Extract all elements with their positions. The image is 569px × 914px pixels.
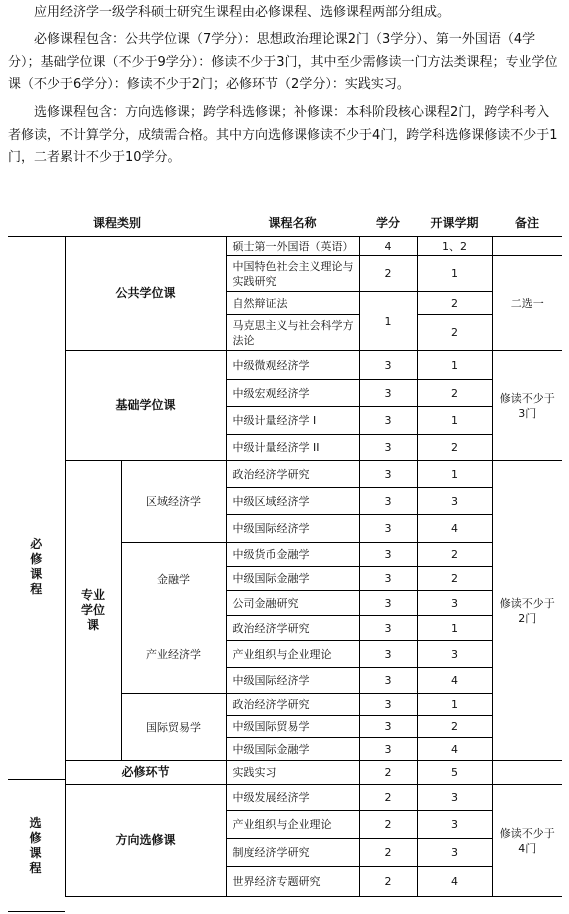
course-semester: 5 — [417, 761, 492, 785]
course-credit: 3 — [359, 407, 417, 435]
header-credit: 学分 — [359, 208, 417, 237]
practice-label: 必修环节 — [65, 761, 226, 785]
course-credit: 3 — [359, 591, 417, 616]
public-courses-label: 公共学位课 — [65, 237, 226, 351]
course-credit: 3 — [359, 738, 417, 761]
table-row — [8, 761, 562, 785]
header-category: 课程类别 — [8, 208, 226, 237]
course-name: 中级国际金融学 — [226, 567, 359, 591]
course-semester: 3 — [417, 488, 492, 515]
course-semester: 2 — [417, 380, 492, 407]
international-trade-label: 国际贸易学 — [121, 694, 226, 761]
course-name: 中级国际经济学 — [226, 515, 359, 543]
course-name: 中级国际经济学 — [226, 668, 359, 694]
course-semester: 2 — [417, 435, 492, 461]
direction-electives-label: 方向选修课 — [65, 785, 226, 897]
course-credit: 3 — [359, 488, 417, 515]
professional-courses-label: 专业学位课 — [65, 461, 121, 761]
basic-courses-label: 基础学位课 — [65, 351, 226, 461]
regional-economics-label: 区域经济学 — [121, 461, 226, 543]
course-semester: 1 — [417, 407, 492, 435]
course-table — [8, 208, 562, 897]
intro-paragraph-1: 应用经济学一级学科硕士研究生课程由必修课程、选修课程两部分组成。 — [34, 5, 451, 20]
course-name: 世界经济专题研究 — [226, 867, 359, 897]
course-name: 政治经济学研究 — [226, 694, 359, 716]
course-name: 自然辩证法 — [226, 292, 359, 315]
course-credit: 3 — [359, 543, 417, 567]
course-name: 产业组织与企业理论 — [226, 811, 359, 839]
course-credit: 3 — [359, 616, 417, 641]
elective-courses-label: 选修课程 — [8, 779, 65, 912]
course-name: 中级微观经济学 — [226, 351, 359, 380]
course-credit: 2 — [359, 811, 417, 839]
course-credit: 3 — [359, 694, 417, 716]
course-semester: 2 — [417, 567, 492, 591]
basic-remark: 修读不少于3门 — [492, 351, 562, 461]
course-credit: 3 — [359, 380, 417, 407]
course-name: 中级发展经济学 — [226, 785, 359, 811]
course-credit: 2 — [359, 256, 417, 292]
course-name: 中级区域经济学 — [226, 488, 359, 515]
course-semester: 1 — [417, 616, 492, 641]
course-name: 硕士第一外国语（英语） — [226, 237, 359, 256]
header-remark: 备注 — [492, 208, 562, 237]
course-semester: 1 — [417, 694, 492, 716]
remark-cell — [492, 237, 562, 256]
direction-remark: 修读不少于4门 — [492, 785, 562, 897]
header-semester: 开课学期 — [417, 208, 492, 237]
course-credit: 3 — [359, 567, 417, 591]
course-semester: 1 — [417, 351, 492, 380]
course-credit: 4 — [359, 237, 417, 256]
header-course-name: 课程名称 — [226, 208, 359, 237]
course-credit: 2 — [359, 867, 417, 897]
table-header-row — [8, 208, 562, 237]
course-semester: 1 — [417, 461, 492, 488]
course-semester: 4 — [417, 867, 492, 897]
course-credit: 2 — [359, 761, 417, 785]
course-credit: 1 — [359, 292, 417, 351]
course-name: 中级国际金融学 — [226, 738, 359, 761]
course-credit: 3 — [359, 641, 417, 668]
intro-paragraph-2: 必修课程包含：公共学位课（7学分）：思想政治理论课2门（3学分）、第一外国语（4学分）；基础学位课（不少于9学分）：修读不少于3门，其中至少需修读一门方法类课程；专业学位课（不少于6学分）：修读不少于2门；必修环节（2学分）：实践实习。 — [8, 32, 558, 92]
course-semester: 4 — [417, 738, 492, 761]
table-row — [8, 785, 562, 811]
course-name: 政治经济学研究 — [226, 461, 359, 488]
course-semester: 3 — [417, 591, 492, 616]
course-credit: 3 — [359, 668, 417, 694]
course-name: 中级计量经济学 I — [226, 407, 359, 435]
finance-label: 金融学 — [121, 543, 226, 616]
course-name: 中级计量经济学 II — [226, 435, 359, 461]
table-row — [8, 351, 562, 380]
course-semester: 2 — [417, 716, 492, 738]
public-remark: 二选一 — [492, 256, 562, 351]
course-name: 中国特色社会主义理论与实践研究 — [226, 256, 359, 292]
course-semester: 1、2 — [417, 237, 492, 256]
required-courses-label: 必修课程 — [8, 237, 65, 897]
course-name: 公司金融研究 — [226, 591, 359, 616]
industrial-economics-label: 产业经济学 — [121, 616, 226, 694]
course-semester: 3 — [417, 641, 492, 668]
course-name: 实践实习 — [226, 761, 359, 785]
remark-cell — [492, 761, 562, 785]
course-semester: 3 — [417, 811, 492, 839]
course-semester: 1 — [417, 256, 492, 292]
course-semester: 4 — [417, 515, 492, 543]
intro-paragraph-3: 选修课程包含：方向选修课；跨学科选修课；补修课：本科阶段核心课程2门，跨学科考入者修读，不计算学分，成绩需合格。其中方向选修课修读不少于4门，跨学科选修课修读不少于1门，二者累计不少于10学分。 — [8, 105, 558, 165]
course-name: 马克思主义与社会科学方法论 — [226, 315, 359, 351]
course-semester: 4 — [417, 668, 492, 694]
table-row — [8, 461, 562, 488]
course-semester: 3 — [417, 785, 492, 811]
course-name: 中级货币金融学 — [226, 543, 359, 567]
course-name: 中级国际贸易学 — [226, 716, 359, 738]
course-credit: 3 — [359, 461, 417, 488]
course-name: 产业组织与企业理论 — [226, 641, 359, 668]
course-name: 中级宏观经济学 — [226, 380, 359, 407]
course-name: 制度经济学研究 — [226, 839, 359, 867]
course-name: 政治经济学研究 — [226, 616, 359, 641]
course-credit: 3 — [359, 716, 417, 738]
course-semester: 3 — [417, 839, 492, 867]
course-semester: 2 — [417, 315, 492, 351]
course-semester: 2 — [417, 543, 492, 567]
professional-remark: 修读不少于2门 — [492, 461, 562, 761]
course-semester: 2 — [417, 292, 492, 315]
course-credit: 2 — [359, 839, 417, 867]
course-credit: 3 — [359, 435, 417, 461]
course-credit: 3 — [359, 351, 417, 380]
course-credit: 2 — [359, 785, 417, 811]
table-row — [8, 237, 562, 256]
course-credit: 3 — [359, 515, 417, 543]
